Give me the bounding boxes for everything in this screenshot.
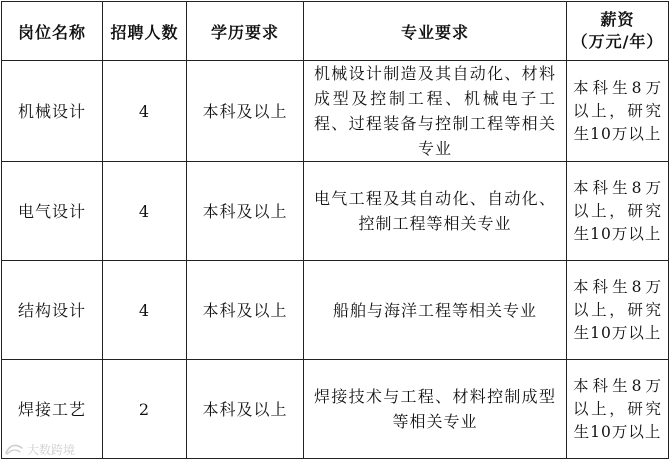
count-text: 4 [138, 201, 151, 221]
cell-salary [567, 162, 669, 261]
salary-text: 本科生8万以上，研究生10万以上 [573, 78, 662, 143]
table-row [2, 360, 669, 459]
cell-position [2, 261, 103, 360]
header-salary-unit: （万元/年） [571, 32, 664, 51]
cell-education [187, 162, 304, 261]
cell-education [187, 360, 304, 459]
education-text: 本科及以上 [202, 201, 288, 221]
cell-count [103, 261, 187, 360]
cell-count [103, 162, 187, 261]
cell-salary [567, 261, 669, 360]
header-education: 学历要求 [187, 2, 304, 61]
cell-position [2, 162, 103, 261]
swirl-logo-icon [4, 442, 24, 456]
major-text: 电气工程及其自动化、自动化、控制工程等相关专业 [314, 189, 556, 233]
header-salary [567, 2, 669, 61]
major-text: 焊接技术与工程、材料控制成型等相关专业 [314, 387, 556, 431]
cell-count [103, 61, 187, 162]
cell-major [304, 162, 567, 261]
header-salary-title: 薪资 [600, 10, 635, 29]
cell-major [304, 261, 567, 360]
recruitment-table [1, 1, 669, 459]
cell-major [304, 360, 567, 459]
cell-education [187, 61, 304, 162]
cell-salary [567, 61, 669, 162]
table-header-row [2, 2, 669, 61]
table-row [2, 261, 669, 360]
salary-text: 本科生8万以上，研究生10万以上 [573, 178, 662, 243]
watermark-text: 大数跨境 [27, 442, 76, 457]
major-text: 机械设计制造及其自动化、材料成型及控制工程、机械电子工程、过程装备与控制工程等相关专业 [314, 64, 556, 158]
salary-text: 本科生8万以上，研究生10万以上 [573, 376, 662, 441]
cell-salary [567, 360, 669, 459]
cell-major [304, 61, 567, 162]
position-text: 电气设计 [17, 201, 86, 221]
position-text: 机械设计 [17, 101, 86, 121]
header-count: 招聘人数 [103, 2, 187, 61]
count-text: 4 [138, 300, 151, 320]
position-text: 焊接工艺 [17, 399, 86, 419]
count-text: 4 [138, 101, 151, 121]
education-text: 本科及以上 [202, 399, 288, 419]
cell-education [187, 261, 304, 360]
count-text: 2 [138, 399, 151, 419]
header-position: 岗位名称 [2, 2, 103, 61]
major-text: 船舶与海洋工程等相关专业 [332, 300, 537, 320]
cell-count [103, 360, 187, 459]
header-major: 专业要求 [304, 2, 567, 61]
table-row [2, 162, 669, 261]
education-text: 本科及以上 [202, 300, 288, 320]
table-row [2, 61, 669, 162]
salary-text: 本科生8万以上，研究生10万以上 [573, 277, 662, 342]
cell-position [2, 61, 103, 162]
watermark [4, 441, 75, 457]
education-text: 本科及以上 [202, 101, 288, 121]
position-text: 结构设计 [17, 300, 86, 320]
